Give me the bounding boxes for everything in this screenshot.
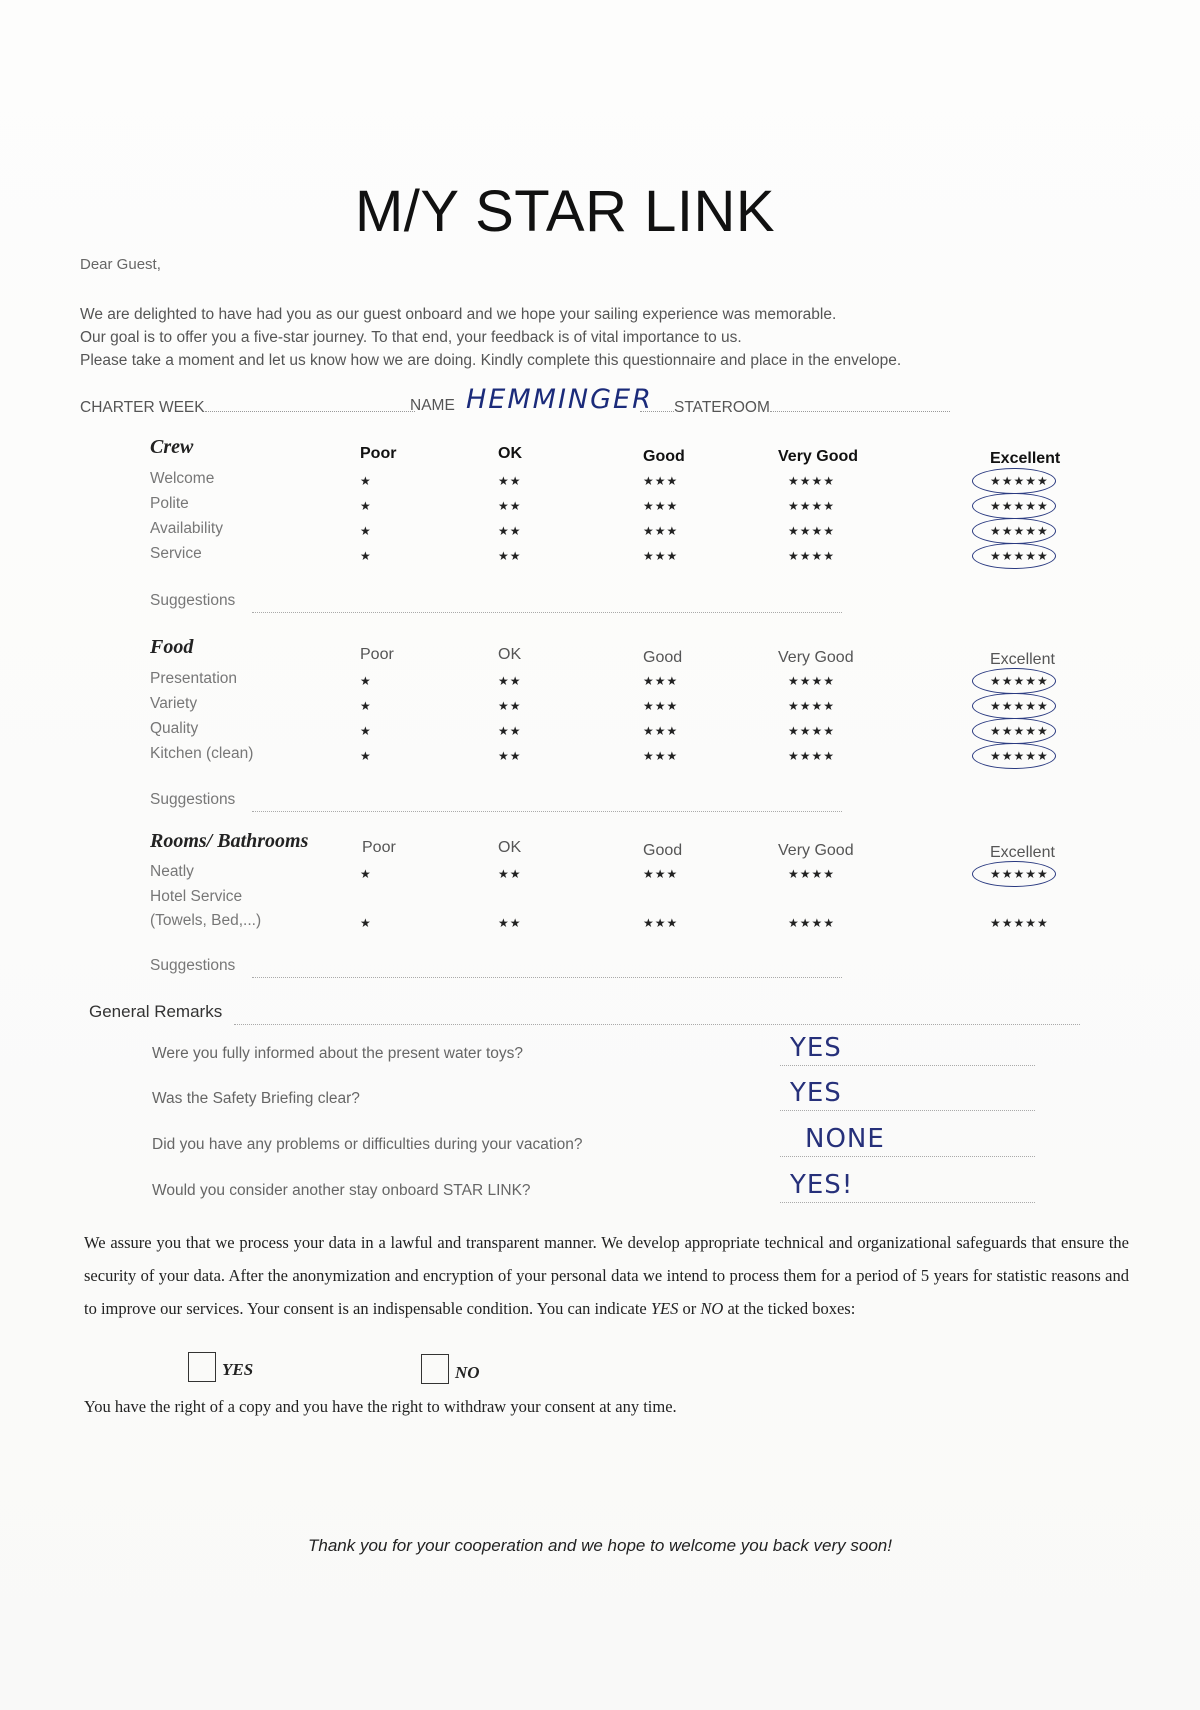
rating-stars-4[interactable]: ★★★★ [788, 916, 836, 930]
rating-selection-circle [972, 518, 1056, 544]
suggestions-label: Suggestions [150, 791, 236, 808]
rating-stars-3[interactable]: ★★★ [643, 674, 679, 688]
rating-selection-circle [972, 543, 1056, 569]
rights-text: You have the right of a copy and you have the right to withdraw your consent at any time. [84, 1397, 677, 1416]
stateroom-input[interactable] [770, 397, 950, 412]
answer-input-line[interactable] [780, 1202, 1035, 1203]
rating-stars-5[interactable]: ★★★★★ [990, 524, 1049, 538]
suggestions-input[interactable] [252, 977, 842, 978]
section-title: Rooms/ Bathrooms [150, 830, 309, 852]
rating-stars-1[interactable]: ★ [360, 674, 372, 688]
rating-stars-1[interactable]: ★ [360, 916, 372, 930]
suggestions-label: Suggestions [150, 592, 236, 609]
rating-stars-1[interactable]: ★ [360, 474, 372, 488]
rating-stars-2[interactable]: ★★ [498, 474, 522, 488]
rating-stars-5[interactable]: ★★★★★ [990, 867, 1049, 881]
intro-line: We are delighted to have had you as our guest onboard and we hope your sailing experience was memorable. [80, 306, 837, 323]
consent-yes-checkbox[interactable] [188, 1352, 216, 1382]
consent-or-word: or [678, 1299, 701, 1318]
rating-row-label: Neatly [150, 863, 194, 880]
rating-stars-1[interactable]: ★ [360, 499, 372, 513]
rating-stars-5[interactable]: ★★★★★ [990, 699, 1049, 713]
rating-stars-1[interactable]: ★ [360, 749, 372, 763]
rating-column-header-poor: Poor [360, 646, 394, 663]
rating-stars-2[interactable]: ★★ [498, 699, 522, 713]
section-title: Crew [150, 436, 194, 458]
rating-row-label: Presentation [150, 670, 238, 687]
stateroom-field[interactable] [640, 397, 950, 417]
rating-stars-2[interactable]: ★★ [498, 867, 522, 881]
rating-stars-4[interactable]: ★★★★ [788, 724, 836, 738]
rating-column-header-excellent: Excellent [990, 450, 1061, 467]
rating-column-header-good: Good [643, 448, 685, 465]
rating-stars-3[interactable]: ★★★ [643, 724, 679, 738]
rating-stars-4[interactable]: ★★★★ [788, 699, 836, 713]
rating-stars-5[interactable]: ★★★★★ [990, 474, 1049, 488]
rating-stars-4[interactable]: ★★★★ [788, 749, 836, 763]
suggestions-input[interactable] [252, 612, 842, 613]
question-text: Did you have any problems or difficulties during your vacation? [152, 1136, 583, 1153]
rating-stars-2[interactable]: ★★ [498, 674, 522, 688]
charter-week-field[interactable] [80, 397, 415, 417]
intro-paragraph [80, 303, 980, 372]
handwritten-answer[interactable]: YES [790, 1078, 842, 1108]
rating-row-label: Variety [150, 695, 198, 712]
rating-column-header-very-good: Very Good [778, 842, 854, 859]
rating-stars-2[interactable]: ★★ [498, 724, 522, 738]
rating-stars-2[interactable]: ★★ [498, 916, 522, 930]
rating-stars-5[interactable]: ★★★★★ [990, 549, 1049, 563]
greeting: Dear Guest, [80, 256, 161, 273]
rating-row-label: Kitchen (clean) [150, 745, 254, 762]
rating-stars-5[interactable]: ★★★★★ [990, 749, 1049, 763]
handwritten-answer[interactable]: YES! [790, 1170, 854, 1200]
section-title: Food [150, 636, 194, 658]
rating-column-header-ok: OK [498, 839, 522, 856]
rating-row-label: Polite [150, 495, 189, 512]
rating-row-label: Hotel Service [150, 888, 243, 905]
rating-selection-circle [972, 693, 1056, 719]
rating-row-label: Service [150, 545, 202, 562]
rating-column-header-excellent: Excellent [990, 844, 1055, 861]
general-remarks-label: General Remarks [89, 1002, 223, 1021]
rating-column-header-good: Good [643, 842, 683, 859]
rating-stars-2[interactable]: ★★ [498, 549, 522, 563]
rating-selection-circle [972, 861, 1056, 887]
rating-selection-circle [972, 493, 1056, 519]
rating-stars-1[interactable]: ★ [360, 867, 372, 881]
name-label: NAME [410, 397, 455, 414]
rating-stars-3[interactable]: ★★★ [643, 699, 679, 713]
rating-stars-1[interactable]: ★ [360, 549, 372, 563]
consent-tail: at the ticked boxes: [723, 1299, 856, 1318]
rating-column-header-excellent: Excellent [990, 651, 1055, 668]
rating-stars-2[interactable]: ★★ [498, 749, 522, 763]
consent-text [84, 1226, 1129, 1325]
rating-stars-3[interactable]: ★★★ [643, 549, 679, 563]
consent-yes-label: YES [222, 1360, 254, 1379]
rating-stars-3[interactable]: ★★★ [643, 867, 679, 881]
rating-stars-5[interactable]: ★★★★★ [990, 724, 1049, 738]
rating-stars-2[interactable]: ★★ [498, 524, 522, 538]
rating-selection-circle [972, 718, 1056, 744]
name-handwritten-value[interactable]: HEMMINGER [466, 384, 653, 415]
rating-stars-1[interactable]: ★ [360, 524, 372, 538]
rating-column-header-poor: Poor [362, 839, 396, 856]
rating-stars-4[interactable]: ★★★★ [788, 524, 836, 538]
answer-input-line[interactable] [780, 1156, 1035, 1157]
consent-no-word: NO [700, 1299, 724, 1318]
answer-input-line[interactable] [780, 1065, 1035, 1066]
consent-no-label: NO [455, 1363, 480, 1382]
rating-stars-4[interactable]: ★★★★ [788, 499, 836, 513]
rating-stars-1[interactable]: ★ [360, 724, 372, 738]
thank-you-note: Thank you for your cooperation and we hope to welcome you back very soon! [307, 1536, 892, 1555]
intro-line: Please take a moment and let us know how we are doing. Kindly complete this questionnaire and place in the envelope. [80, 352, 902, 369]
rating-column-header-poor: Poor [360, 445, 397, 462]
rating-stars-5[interactable]: ★★★★★ [990, 674, 1049, 688]
rating-stars-3[interactable]: ★★★ [643, 474, 679, 488]
rating-column-header-very-good: Very Good [778, 649, 854, 666]
name-field[interactable] [410, 397, 455, 415]
rating-column-header-very-good: Very Good [778, 448, 859, 465]
handwritten-answer[interactable]: YES [790, 1033, 842, 1063]
consent-yes-word: YES [650, 1299, 679, 1318]
question-text: Was the Safety Briefing clear? [152, 1090, 360, 1107]
charter-week-label: CHARTER WEEK [80, 399, 205, 416]
consent-body: We assure you that we process your data in a lawful and transparent manner. We develop appropriate technical and organizational safeguards that ensure the security of your data. After the anonymization and encryption of your personal data we intend to process them for a period of 5 years for statistic reasons and to improve our services. Your consent is an indispensable condition. You can indicate [84, 1233, 1129, 1318]
rating-row-label: Welcome [150, 470, 215, 487]
answer-input-line[interactable] [780, 1110, 1035, 1111]
handwritten-answer[interactable]: NONE [805, 1124, 885, 1154]
consent-no-checkbox[interactable] [421, 1354, 449, 1384]
general-remarks-input[interactable] [234, 1024, 1080, 1025]
question-text: Would you consider another stay onboard STAR LINK? [152, 1182, 531, 1199]
rating-stars-4[interactable]: ★★★★ [788, 674, 836, 688]
rating-column-header-good: Good [643, 649, 683, 666]
suggestions-input[interactable] [252, 811, 842, 812]
stateroom-label: STATEROOM [674, 399, 770, 416]
question-text: Were you fully informed about the present water toys? [152, 1045, 524, 1062]
rating-selection-circle [972, 743, 1056, 769]
charter-week-input[interactable] [205, 397, 415, 412]
rating-row-label: Quality [150, 720, 199, 737]
rating-row-label-detail: (Towels, Bed,...) [150, 912, 262, 929]
rating-stars-5[interactable]: ★★★★★ [990, 499, 1049, 513]
rating-row-label: Availability [150, 520, 223, 537]
rating-stars-3[interactable]: ★★★ [643, 916, 679, 930]
rating-stars-3[interactable]: ★★★ [643, 499, 679, 513]
rating-stars-4[interactable]: ★★★★ [788, 474, 836, 488]
rating-stars-3[interactable]: ★★★ [643, 749, 679, 763]
page-title: M/Y STAR LINK [354, 179, 776, 244]
rating-selection-circle [972, 668, 1056, 694]
rating-column-header-ok: OK [498, 445, 522, 462]
rating-selection-circle [972, 468, 1056, 494]
rating-stars-4[interactable]: ★★★★ [788, 867, 836, 881]
rating-stars-3[interactable]: ★★★ [643, 524, 679, 538]
rating-stars-1[interactable]: ★ [360, 699, 372, 713]
rating-stars-5[interactable]: ★★★★★ [990, 916, 1049, 930]
suggestions-label: Suggestions [150, 957, 236, 974]
rating-column-header-ok: OK [498, 646, 522, 663]
rating-stars-2[interactable]: ★★ [498, 499, 522, 513]
rating-stars-4[interactable]: ★★★★ [788, 549, 836, 563]
intro-line: Our goal is to offer you a five-star journey. To that end, your feedback is of vital importance to us. [80, 329, 742, 346]
